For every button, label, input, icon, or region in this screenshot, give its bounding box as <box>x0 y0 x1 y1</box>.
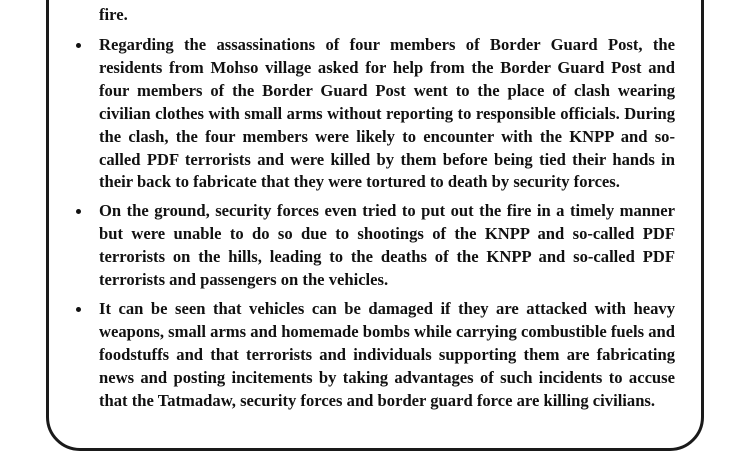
bullet-item <box>0 200 750 292</box>
bullet-text: On the ground, security forces even tried to put out the fire in a timely manner but were unable to do so due to shootings of the KNPP and so-called PDF terrorists on the hills, leading to the deaths of the KNPP and so-called PDF terrorists and passengers on the vehicles. <box>99 201 675 290</box>
bullet-list <box>0 34 750 419</box>
continuation-text: fire. <box>99 5 128 24</box>
bullet-dot-icon <box>76 209 81 214</box>
bullet-text: Regarding the assassinations of four members of Border Guard Post, the residents from Mohso village asked for help from the Border Guard Post and four members of the Border Guard Post went to the place of clash wearing civilian clothes with small arms without reporting to responsible officials. During the clash, the four members were likely to encounter with the KNPP and so-called PDF terrorists and were killed by them before being tied their hands in their back to fabricate that they were tortured to death by security forces. <box>99 35 675 192</box>
bullet-item <box>0 34 750 194</box>
bullet-item <box>0 298 750 413</box>
bullet-text: It can be seen that vehicles can be damaged if they are attacked with heavy weapons, small arms and homemade bombs while carrying combustible fuels and foodstuffs and that terrorists and individuals supporting them are fabricating news and posting incitements by taking advantages of such incidents to accuse that the Tatmadaw, security forces and border guard force are killing civilians. <box>99 298 675 410</box>
bullet-dot-icon <box>76 43 81 48</box>
bullet-dot-icon <box>76 307 81 312</box>
